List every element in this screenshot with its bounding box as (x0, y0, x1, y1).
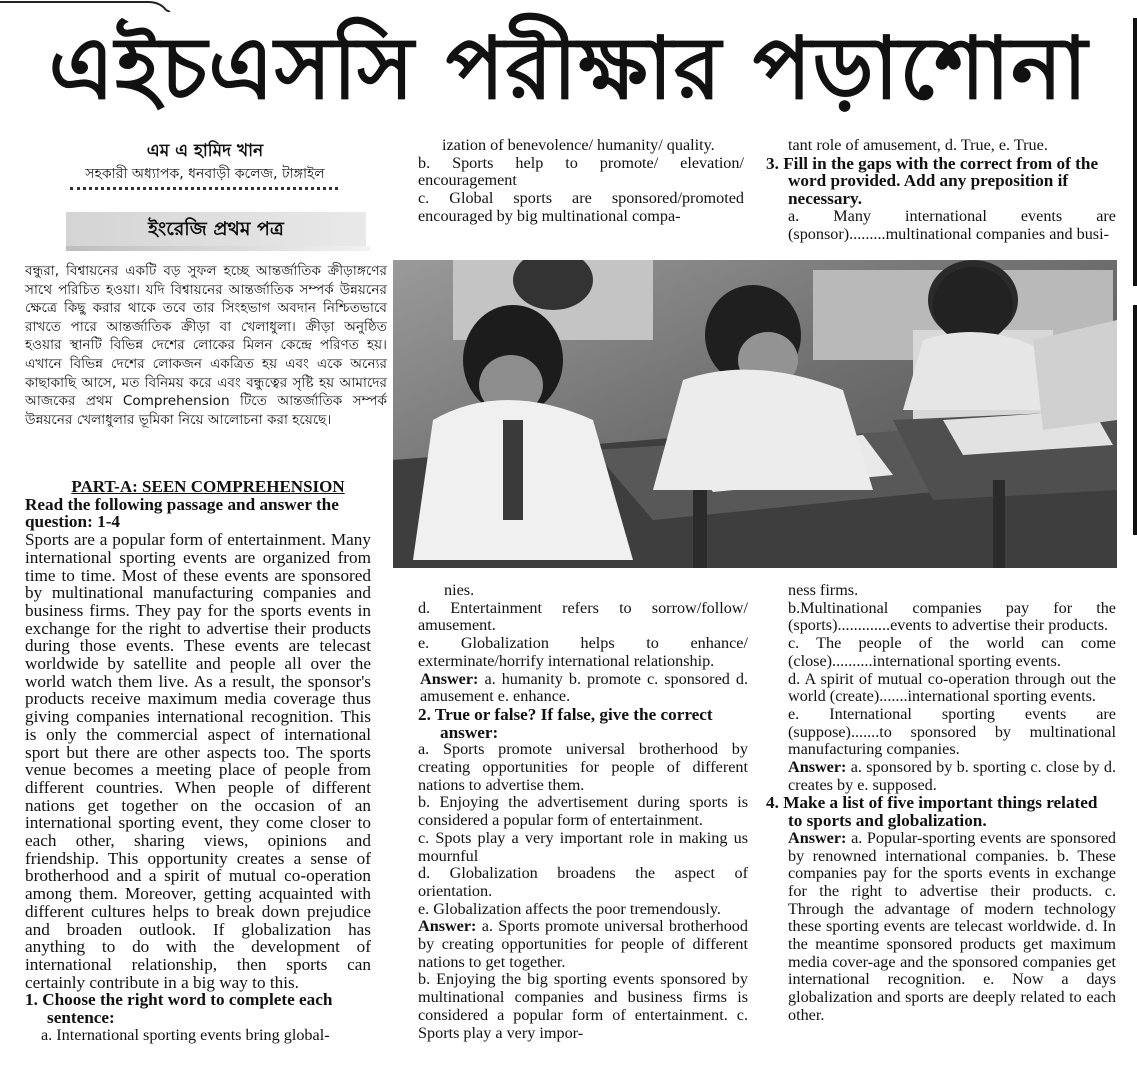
answer-label: Answer: (788, 758, 847, 777)
answer-label: Answer: (420, 669, 479, 688)
column-3-top (766, 137, 1116, 243)
question-3-heading: 3. Fill in the gaps with the correct from of the word provided. Add any preposition if necessary. (766, 153, 1099, 209)
answer-text: a. sponsored by b. sporting c. close by d. creates by e. supposed. (788, 758, 1116, 794)
question-1d: d. Entertainment refers to sorrow/follow/ amusement. (418, 598, 748, 635)
question-3b: b.Multinational companies pay for the (sports).............events to advertise their products. (788, 598, 1116, 635)
answer-label: Answer: (788, 828, 847, 847)
headline: এইচএসসি পরীক্ষার পড়াশোনা (48, 19, 1089, 119)
question-2-answer-cont: tant role of amusement, d. True, e. True. (788, 136, 1048, 154)
question-1a-cont: ization of benevolence/ humanity/ quality. (442, 136, 715, 154)
passage: Sports are a popular form of entertainment. Many international sporting events are organized from time to time. Most of these events are sponsored by multinational manufacturing companies and business firms. They pay for the sports events in exchange for the right to advertise their products during those events. These events are telecast worldwide by satellite and people all over the world watch them live. As a result, the sponsor's products receive maximum media coverage thus giving companies international recognition. This is only the commercial aspect of international sport but there are other aspects too. The sports venue becomes a meeting place of people from different countries. When people of different nations get together on the occasion of an international sporting event, they come closer to each other, sharing views, opinions and friendship. This opportunity creates a sense of brotherhood and a spirit of mutual co-operation among them. Moreover, getting acquainted with different cultures helps to break down prejudice and broaden outlook. If globalization has anything to do with the development of international relationship, then sports can certainly contribute in a big way to this. (25, 530, 371, 992)
question-3c: c. The people of the world can come (close)..........international sporting events. (788, 634, 1116, 670)
column-2-top (418, 137, 744, 226)
top-frame-line (0, 0, 1137, 12)
author-title: সহকারী অধ্যাপক, ধনবাড়ী কলেজ, টাঙ্গাইল (85, 166, 325, 182)
question-1c-cont: nies. (444, 581, 475, 599)
question-2a: a. Sports promote universal brotherhood by creating opportunities for people of different nations to advertise them. (418, 740, 748, 794)
section-tag-label: ইংরেজি প্রথম পত্র (148, 218, 284, 240)
question-4-answer (766, 830, 1116, 1025)
section-tag-shadow (66, 246, 370, 251)
question-1b: b. Sports help to promote/ elevation/ encouragement (418, 153, 744, 190)
intro-paragraph: বন্ধুরা, বিশ্বায়নের একটি বড় সুফল হচ্ছে আন্তর্জাতিক ক্রীড়াঙ্গণের সাথে পরিচিত হওয়া। যদি বিশ্বায়নের আন্তর্জাতিক সম্পর্ক উন্নয়নের ক্ষেত্রে কিছু করার থাকে তবে তার সিংহভাগ অবদান নিশ্চিতভাবে রাখতে পারে আন্তর্জাতিক ক্রীড়া বা খেলাধুলা। ক্রীড়া অনুষ্ঠিত হওয়ার স্থানটি বিভিন্ন দেশের লোকের মিলন কেন্দ্রে পরিণত হয়। এখানে বিভিন্ন দেশের লোকজন একত্রিত হয় এবং একে অন্যের কাছাকাছি আসে, মত বিনিময় করে এবং বন্ধুত্বের সৃষ্টি হয় আমাদের আজকের প্রথম Comprehension টিতে আন্তর্জাতিক সম্পর্ক উন্নয়নের খেলাধুলার ভূমিকা নিয়ে আলোচনা করা হয়েছে। (25, 263, 387, 428)
section-tag (66, 212, 366, 246)
question-2d: d. Globalization broadens the aspect of orientation. (418, 864, 748, 900)
answer-label: Answer: (418, 917, 477, 936)
question-1c: c. Global sports are sponsored/promoted encouraged by big multinational compa- (418, 189, 744, 225)
question-1e: e. Globalization helps to enhance/ exterminate/horrify international relationship. (418, 634, 748, 670)
question-3a: a. Many international events are (sponsor).........multinational companies and busi- (788, 206, 1116, 243)
question-3d: d. A spirit of mutual co-operation through out the world (create).......international sporting events. (788, 669, 1116, 706)
question-2e: e. Globalization affects the poor tremendously. (418, 899, 721, 918)
answer-text: a. Popular-sporting events are sponsored by renowned international companies. b. These companies pay for the sports events in exchange for the right to advertise their products. c. Through the advantage of modern technology these sporting events are telecast worldwide. d. In the meantime sponsored products get maximum media cover-age and the sponsored companies get international recognition. e. Now a days globalization and sports are deeply related to each other. (788, 828, 1116, 1024)
question-3-answer (766, 759, 1116, 794)
author-name: এম এ হামিদ খান (146, 141, 264, 161)
instruction: Read the following passage and answer the question: 1-4 (25, 494, 339, 532)
question-2-answer (418, 918, 748, 971)
question-2-heading: 2. True or false? If false, give the correct answer: (418, 704, 713, 742)
question-3a-cont: ness firms. (788, 581, 859, 599)
question-1-answer (418, 671, 748, 706)
question-1a: a. International sporting events bring global- (41, 1025, 330, 1044)
answer-text: a. Sports promote universal brotherhood by creating opportunities for people of different nations to get together. (418, 917, 748, 971)
answer-text: a. humanity b. promote c. sponsored d. amusement e. enhance. (420, 669, 748, 706)
dotted-divider (70, 187, 338, 190)
column-1 (25, 478, 371, 1045)
question-2-answer-part2: b. Enjoying the big sporting events sponsored by multinational companies and business firms is considered a popular form of entertainment. c. Sports play a very impor- (418, 970, 748, 1042)
column-2-bottom (418, 582, 748, 1042)
question-1-heading: 1. Choose the right word to complete each sentence: (25, 990, 333, 1028)
question-2b: b. Enjoying the advertisement during sports is considered a popular form of entertainment. (418, 793, 748, 830)
exam-hall-photo (393, 260, 1117, 568)
students-writing-exam-photo (393, 260, 1117, 568)
right-edge-bar (1133, 305, 1137, 535)
question-3e: e. International sporting events are (suppose).......to sponsored by multinational manufacturing companies. (788, 704, 1116, 759)
question-2c: c. Spots play a very important role in making us mournful (418, 828, 748, 865)
column-3-bottom (766, 582, 1116, 1025)
part-heading: PART-A: SEEN COMPREHENSION (71, 477, 345, 496)
question-4-heading: 4. Make a list of five important things related to sports and globalization. (766, 793, 1098, 831)
